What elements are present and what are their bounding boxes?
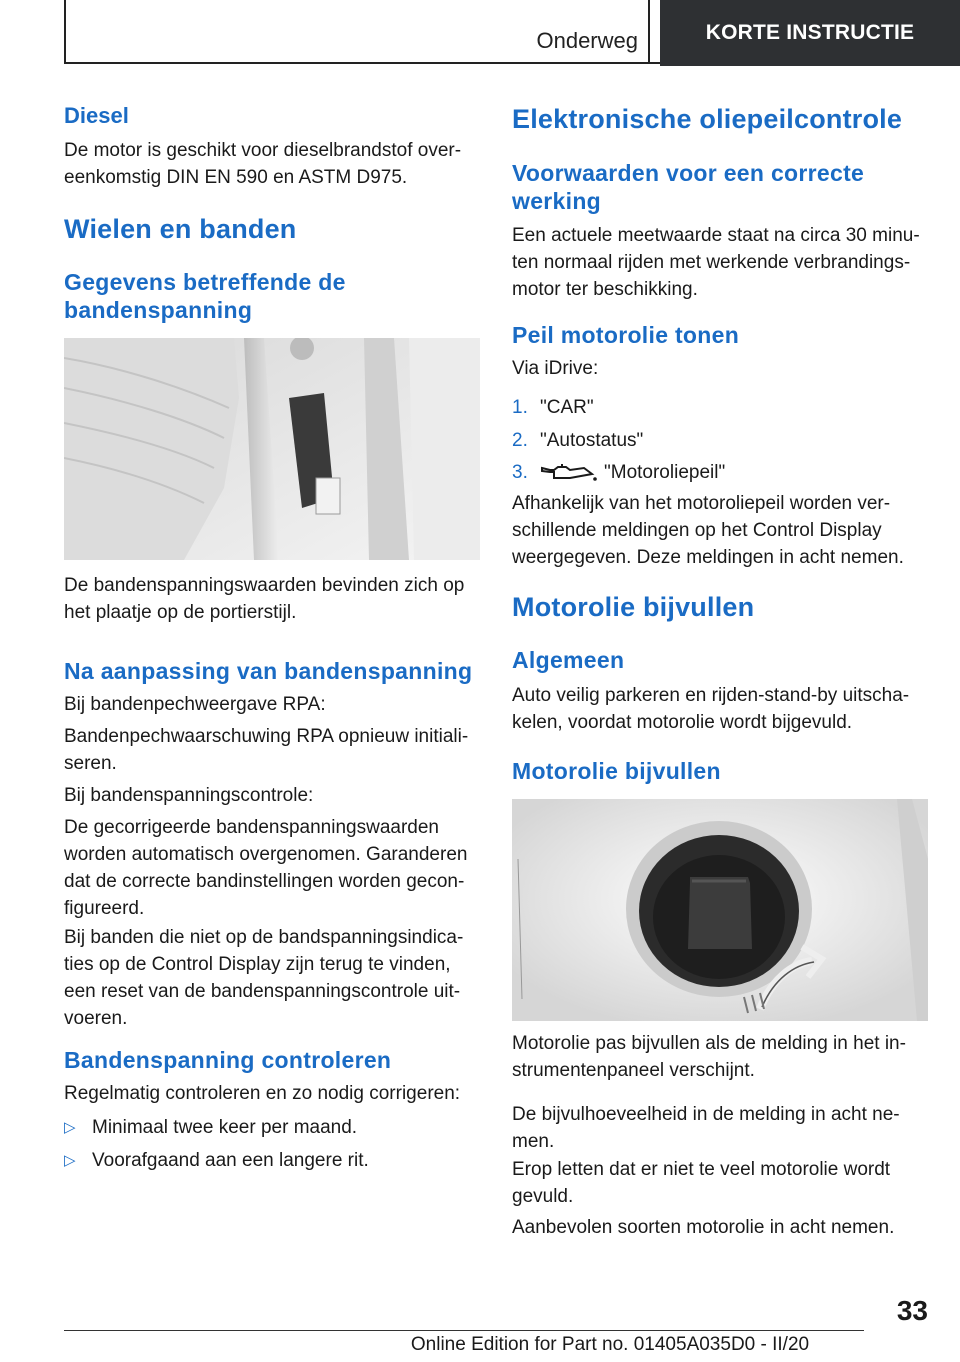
door-pillar-image [64,338,480,560]
tire-data-heading: Gegevens betreffende de bandenspanning [64,269,346,323]
edition-line: Online Edition for Part no. 01405A035D0 - II/20 [410,1334,810,1355]
list-item: ▷ Minimaal twee keer per maand. [64,1114,480,1141]
topup-subheading: Motorolie bijvullen [512,758,721,784]
show-oil-heading: Peil motorolie tonen [512,322,740,348]
bullet-triangle-icon: ▷ [64,1152,76,1169]
section-name: Onderweg [536,28,638,53]
wheels-heading: Wielen en banden [64,214,297,244]
door-image-caption: De bandenspanningswaarden bevinden zich op het plaatje op de portierstijl. [64,575,465,623]
oil-cap-image [512,799,928,1021]
header-divider [648,0,650,64]
recommended-oil-text: Aanbevolen soorten motorolie in acht nemen. [512,1217,895,1238]
general-heading: Algemeen [512,647,625,673]
avoid-overfill-text: Erop letten dat er niet te veel motorolie wordt gevuld. [512,1159,891,1207]
bullet-triangle-icon: ▷ [64,1119,76,1136]
list-item: 2. "Autostatus" [512,430,644,451]
tpm-reset-text: Bij banden die niet op de bandspanningsindica- ties op de Control Display zijn terug te vinden, een reset van de bandenspanningscontrole uit- voeren. [64,927,464,1029]
check-heading: Bandenspanning controleren [64,1047,392,1073]
topup-heading: Motorolie bijvullen [512,592,755,622]
check-intro: Regelmatig controleren en zo nodig corrigeren: [64,1083,461,1104]
diesel-heading: Diesel [64,103,129,128]
amount-text: De bijvulhoeveelheid in de melding in acht ne- men. [512,1104,900,1152]
door-pillar-illustration [64,338,480,560]
footer-divider [64,1330,864,1331]
depend-text: Afhankelijk van het motoroliepeil worden ver- schillende meldingen op het Control Display weergegeven. Deze meldingen in acht nemen. [512,493,904,568]
tpm-text: De gecorrigeerde bandenspanningswaarden worden automatisch overgenomen. Garanderen dat de correcte bandinstellingen worden gecon- figureerd. [64,817,468,919]
topup-caption: Motorolie pas bijvullen als de melding in het in- strumentenpaneel verschijnt. [512,1033,906,1081]
oil-can-icon [540,462,598,484]
list-item: 1. "CAR" [512,397,594,418]
eoc-heading: Elektronische oliepeilcontrole [512,104,903,134]
tpm-intro: Bij bandenspanningscontrole: [64,785,314,806]
conditions-text: Een actuele meetwaarde staat na circa 30 minu- ten normaal rijden met werkende verbrandings- motor ter beschikking. [512,225,920,300]
rpa-intro: Bij bandenpechweergave RPA: [64,694,326,715]
chapter-tab[interactable]: KORTE INSTRUCTIE [660,0,960,66]
general-text: Auto veilig parkeren en rijden-stand-by uitscha- kelen, voordat motorolie wordt bijgevuld. [512,685,910,733]
list-item: ▷ Voorafgaand aan een langere rit. [64,1147,480,1174]
page-number: 33 [896,1295,928,1326]
conditions-heading: Voorwaarden voor een correcte werking [512,160,865,214]
via-idrive: Via iDrive: [512,358,599,379]
rpa-text: Bandenpechwaarschuwing RPA opnieuw initiali- seren. [64,726,469,774]
after-adjust-heading: Na aanpassing van bandenspanning [64,658,473,684]
list-item: 3. "Motoroliepeil" [512,462,726,483]
diesel-text: De motor is geschikt voor dieselbrandstof over- eenkomstig DIN EN 590 en ASTM D975. [64,140,462,188]
oil-filler-cap-illustration [512,799,928,1021]
